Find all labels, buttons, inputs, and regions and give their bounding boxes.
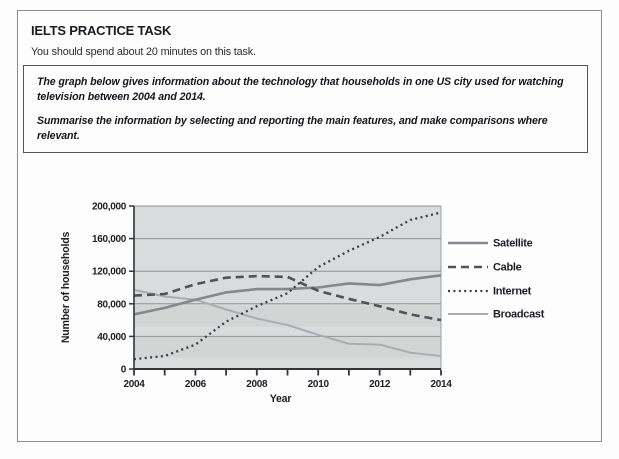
plot-background-band: [134, 305, 441, 326]
legend-label-cable: Cable: [493, 261, 522, 274]
x-tick-label-2010: 2010: [307, 379, 329, 390]
tv-technology-line-chart: [51, 196, 603, 428]
task-prompt-box: [23, 65, 588, 153]
legend-label-internet: Internet: [493, 285, 531, 298]
plot-background-band: [134, 336, 441, 357]
x-tick-label-2006: 2006: [184, 379, 206, 390]
y-axis-title: Number of households: [60, 231, 72, 344]
chart-container: [51, 196, 603, 428]
y-tick-label-200000: 200,000: [91, 201, 126, 213]
x-tick-label-2008: 2008: [246, 379, 268, 390]
prompt-paragraph-2: Summarise the information by selecting and reporting the main features, and make comparisons where relevant.: [37, 115, 548, 143]
legend-label-broadcast: Broadcast: [493, 308, 545, 321]
x-tick-label-2004: 2004: [123, 379, 145, 390]
x-tick-label-2012: 2012: [369, 379, 391, 390]
x-axis-title: Year: [269, 393, 292, 405]
legend-label-satellite: Satellite: [493, 237, 533, 250]
prompt-paragraph-1: The graph below gives information about the technology that households in one US city used for watching television between 2004 and 2014.: [37, 76, 564, 104]
page-title: IELTS PRACTICE TASK: [31, 23, 172, 38]
y-tick-label-160000: 160,000: [91, 234, 126, 246]
y-tick-label-40000: 40,000: [97, 331, 126, 343]
time-instruction-text: You should spend about 20 minutes on this task.: [31, 46, 256, 58]
y-tick-label-120000: 120,000: [91, 266, 126, 278]
y-tick-label-0: 0: [120, 364, 126, 376]
task-sheet-frame: [17, 10, 602, 442]
y-tick-label-80000: 80,000: [97, 299, 126, 311]
x-tick-label-2014: 2014: [430, 379, 452, 390]
